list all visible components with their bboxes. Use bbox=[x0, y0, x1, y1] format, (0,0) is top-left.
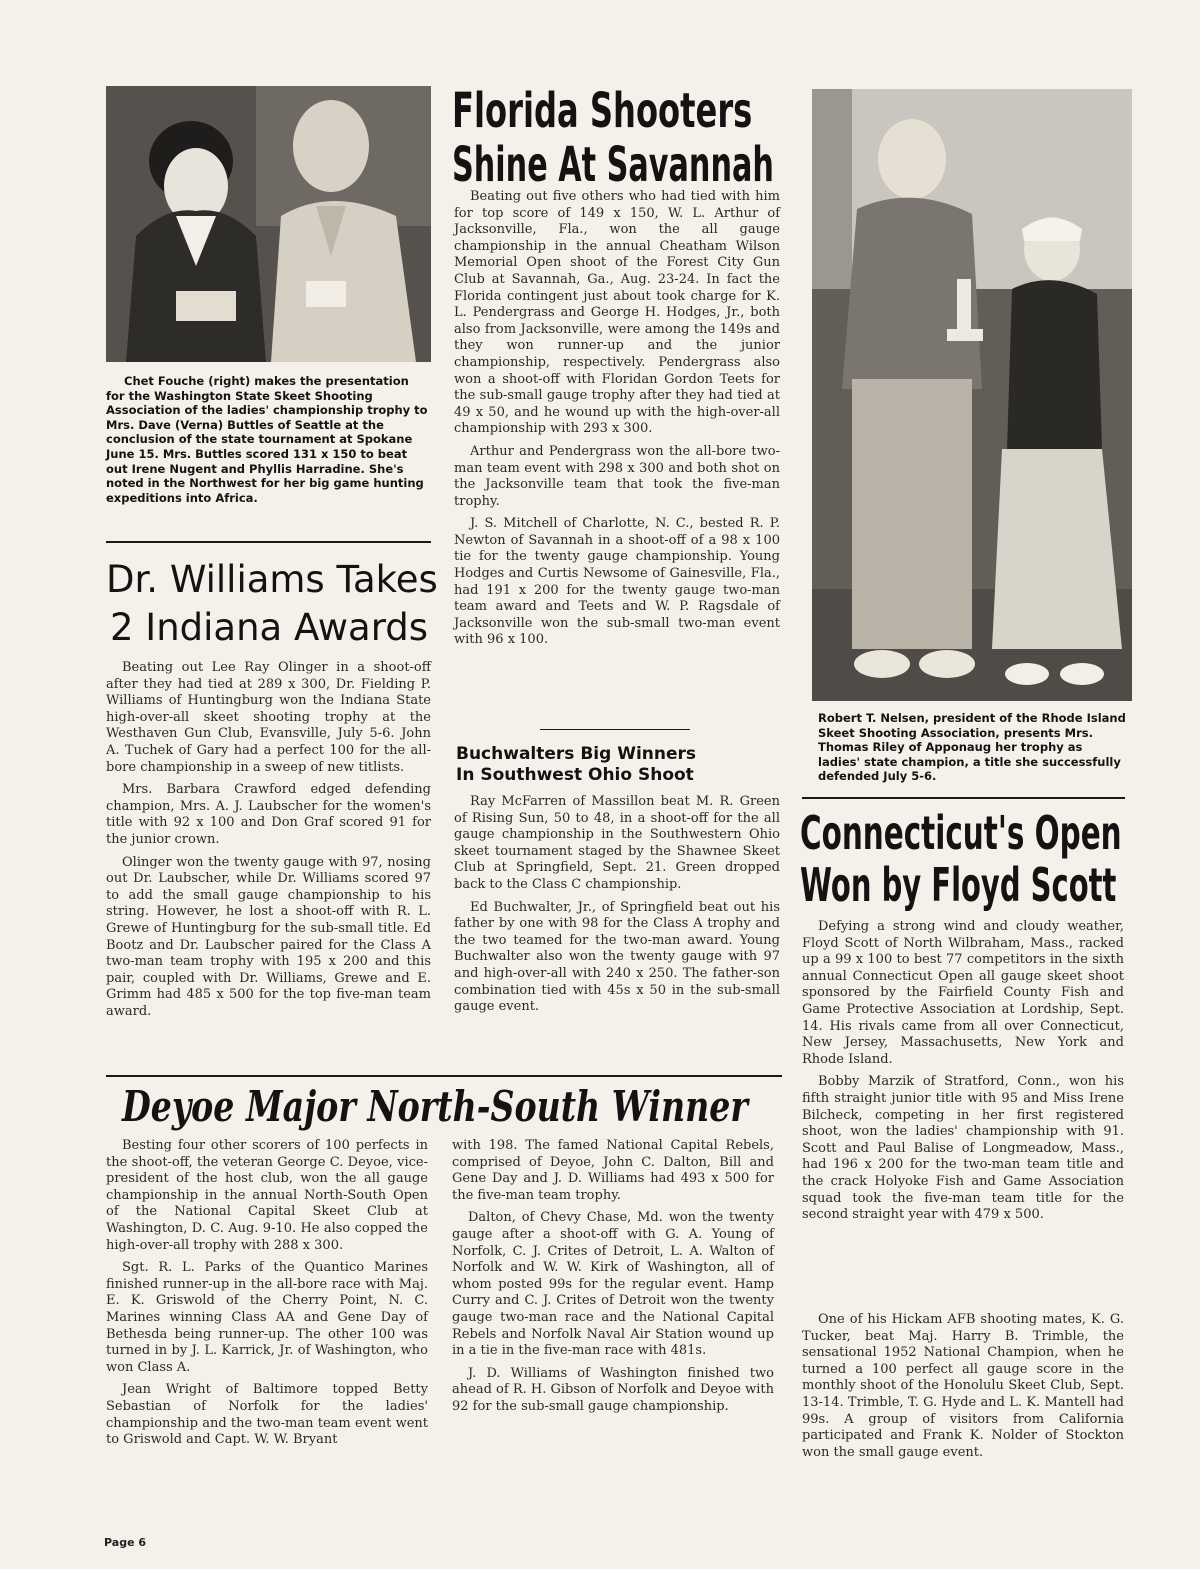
page-number: Page 6 bbox=[104, 1536, 147, 1549]
headline-buchwalters-line2: In Southwest Ohio Shoot bbox=[456, 765, 694, 785]
paragraph: with 198. The famed National Capital Rebels, comprised of Deyoe, John C. Dalton, Bill and Gene Day and J. D. Williams had 493 x 500 for the five-man team trophy. bbox=[452, 1138, 774, 1203]
article-connecticut bbox=[802, 919, 1124, 1230]
divider-bottom-story bbox=[106, 1075, 782, 1077]
divider-short-middle bbox=[540, 729, 690, 730]
article-deyoe-col2 bbox=[452, 1138, 774, 1422]
photo-caption-right bbox=[818, 711, 1128, 784]
headline-buchwalters-line1: Buchwalters Big Winners bbox=[456, 744, 697, 764]
paragraph: Mrs. Barbara Crawford edged defending champion, Mrs. A. J. Laubscher for the women's title with 92 x 100 and Don Graf scored 91 for the junior crown. bbox=[106, 782, 431, 847]
article-buchwalters bbox=[454, 794, 780, 1022]
headline-florida-line2: Shine At Savannah bbox=[452, 137, 774, 193]
paragraph: Defying a strong wind and cloudy weather, Floyd Scott of North Wilbraham, Mass., racked up a 99 x 100 to best 77 competitors in the sixth annual Connecticut Open all gauge skeet shoot sponsored by the Fairfield County Fish and Game Protective Association at Lordship, Sept. 14. His rivals came from all over Connecticut, New Jersey, Massachusetts, New York and Rhode Island. bbox=[802, 919, 1124, 1067]
paragraph: Besting four other scorers of 100 perfects in the shoot-off, the veteran George C. Deyoe, vice-president of the host club, won the all gauge championship in the annual North-South Open of the National Capital Skeet Club at Washington, D. C. Aug. 9-10. He also copped the high-over-all trophy with 288 x 300. bbox=[106, 1138, 428, 1253]
photo-rhode-island-trophy bbox=[812, 89, 1132, 701]
paragraph: Ed Buchwalter, Jr., of Springfield beat out his father by one with 98 for the Class A trophy and the two teamed for the two-man award. Young Buchwalter also won the twenty gauge with 97 and high-over-all with 240 x 250. The father-son combination tied with 45s x 50 in the sub-small gauge event. bbox=[454, 899, 780, 1015]
divider-left bbox=[106, 541, 431, 543]
headline-connecticut-line2: Won by Floyd Scott bbox=[800, 858, 1117, 912]
headline-williams bbox=[106, 556, 438, 652]
article-williams bbox=[106, 660, 431, 1026]
paragraph: Jean Wright of Baltimore topped Betty Sebastian of Norfolk for the ladies' championship and the two-man team event went to Griswold and Capt. W. W. Bryant bbox=[106, 1382, 428, 1448]
headline-deyoe: Deyoe Major North-South Winner bbox=[122, 1082, 748, 1131]
headline-connecticut-line1: Connecticut's Open bbox=[800, 806, 1122, 860]
paragraph: Beating out Lee Ray Olinger in a shoot-off after they had tied at 289 x 300, Dr. Fielding P. Williams of Huntingburg won the Indiana State high-over-all skeet shooting trophy at the Westhaven Gun Club, Evansville, July 5-6. John A. Tuchek of Gary had a perfect 100 for the all-bore championship in a sweep of new titlists. bbox=[106, 660, 431, 775]
paragraph: Arthur and Pendergrass won the all-bore two-man team event with 298 x 300 and both shot on the Jacksonville team that took the five-man trophy. bbox=[454, 443, 780, 509]
article-florida bbox=[454, 189, 780, 655]
paragraph: Olinger won the twenty gauge with 97, nosing out Dr. Laubscher, while Dr. Williams scored 97 to add the small gauge championship to his string. However, he lost a shoot-off with R. L. Grewe of Huntingburg for the sub-small title. Ed Bootz and Dr. Laubscher paired for the Class A two-man team trophy with 195 x 200 and this pair, coupled with Dr. Williams, Grewe and E. Grimm had 485 x 500 for the top five-man team award. bbox=[106, 854, 431, 1019]
caption-text: Robert T. Nelsen, president of the Rhode Island Skeet Shooting Association, presents Mrs. Thomas Riley of Apponaug her trophy as ladies' state champion, a title she successfully defended July 5-6. bbox=[818, 711, 1126, 784]
photo-image bbox=[106, 86, 431, 362]
paragraph: Beating out five others who had tied with him for top score of 149 x 150, W. L. Arthur of Jacksonville, Fla., won the all gauge championship in the annual Cheatham Wilson Memorial Open shoot of the Forest City Gun Club at Savannah, Ga., Aug. 23-24. In fact the Florida contingent just about took charge for K. L. Pendergrass and George H. Hodges, Jr., both also from Jacksonville, were among the 149s and they won runner-up and the junior championship, respectively. Pendergrass also won a shoot-off with Floridan Gordon Teets for the sub-small gauge trophy after they had tied at 49 x 50, and he wound up with the high-over-all championship with 293 x 300. bbox=[454, 189, 780, 437]
paragraph: One of his Hickam AFB shooting mates, K. G. Tucker, beat Maj. Harry B. Trimble, the sensational 1952 National Champion, when he turned a 100 perfect all gauge score in the monthly shoot of the Honolulu Skeet Club, Sept. 13-14. Trimble, T. G. Hyde and L. K. Mantell had 99s. A group of visitors from California participated and Frank K. Nolder of Stockton won the small gauge event. bbox=[802, 1312, 1124, 1460]
paragraph: Dalton, of Chevy Chase, Md. won the twenty gauge after a shoot-off with G. A. Young of Norfolk, C. J. Crites of Detroit, L. A. Walton of Norfolk and W. W. Kirk of Washington, all of whom posted 99s for the regular event. Hamp Curry and C. J. Crites of Detroit won the twenty gauge two-man race and the National Capital Rebels and Norfolk Naval Air Station wound up in a tie in the five-man race with 481s. bbox=[452, 1210, 774, 1359]
photo-image bbox=[812, 89, 1132, 701]
headline-florida-line1: Florida Shooters bbox=[452, 83, 753, 139]
divider-right bbox=[802, 797, 1125, 799]
paragraph: Sgt. R. L. Parks of the Quantico Marines finished runner-up in the all-bore race with Maj. E. K. Griswold of the Cherry Point, N. C. Marines winning Class AA and Gene Day of Bethesda being runner-up. The other 100 was turned in by J. L. Karrick, Jr. of Washington, who won Class A. bbox=[106, 1260, 428, 1375]
headline-florida bbox=[452, 84, 782, 192]
photo-trophy-presentation bbox=[106, 86, 431, 362]
paragraph: J. D. Williams of Washington finished two ahead of R. H. Gibson of Norfolk and Deyoe with 92 for the sub-small gauge championship. bbox=[452, 1365, 774, 1414]
headline-williams-line1: Dr. Williams Takes bbox=[106, 558, 438, 601]
paragraph: J. S. Mitchell of Charlotte, N. C., bested R. P. Newton of Savannah in a shoot-off of a 98 x 100 tie for the twenty gauge championship. Young Hodges and Curtis Newsome of Gainesville, Fla., had 191 x 200 for the twenty gauge two-man team award and Teets and W. P. Ragsdale of Jacksonville won the sub-small two-man event with 96 x 100. bbox=[454, 516, 780, 648]
caption-text: Chet Fouche (right) makes the presentation for the Washington State Skeet Shooting Association of the ladies' championship trophy to Mrs. Dave (Verna) Buttles of Seattle at the conclusion of the state tournament at Spokane June 15. Mrs. Buttles scored 131 x 150 to beat out Irene Nugent and Phyllis Harradine. She's noted in the Northwest for her big game hunting expeditions into Africa. bbox=[106, 374, 428, 505]
photo-caption-left bbox=[106, 374, 431, 505]
headline-buchwalters bbox=[456, 744, 780, 786]
article-hickam bbox=[802, 1312, 1124, 1467]
headline-connecticut bbox=[800, 807, 1130, 911]
paragraph: Ray McFarren of Massillon beat M. R. Green of Rising Sun, 50 to 48, in a shoot-off for the all gauge championship in the Southwestern Ohio skeet tournament staged by the Shawnee Skeet Club at Springfield, Sept. 21. Green dropped back to the Class C championship. bbox=[454, 794, 780, 892]
article-deyoe-col1 bbox=[106, 1138, 428, 1455]
paragraph: Bobby Marzik of Stratford, Conn., won his fifth straight junior title with 95 and Miss Irene Bilcheck, competing in her first registered shoot, won the ladies' championship with 91. Scott and Paul Balise of Longmeadow, Mass., had 196 x 200 for the two-man team title and the crack Holyoke Fish and Game Association squad took the five-man team title for the second straight year with 479 x 500. bbox=[802, 1074, 1124, 1223]
headline-williams-line2: 2 Indiana Awards bbox=[110, 606, 429, 649]
